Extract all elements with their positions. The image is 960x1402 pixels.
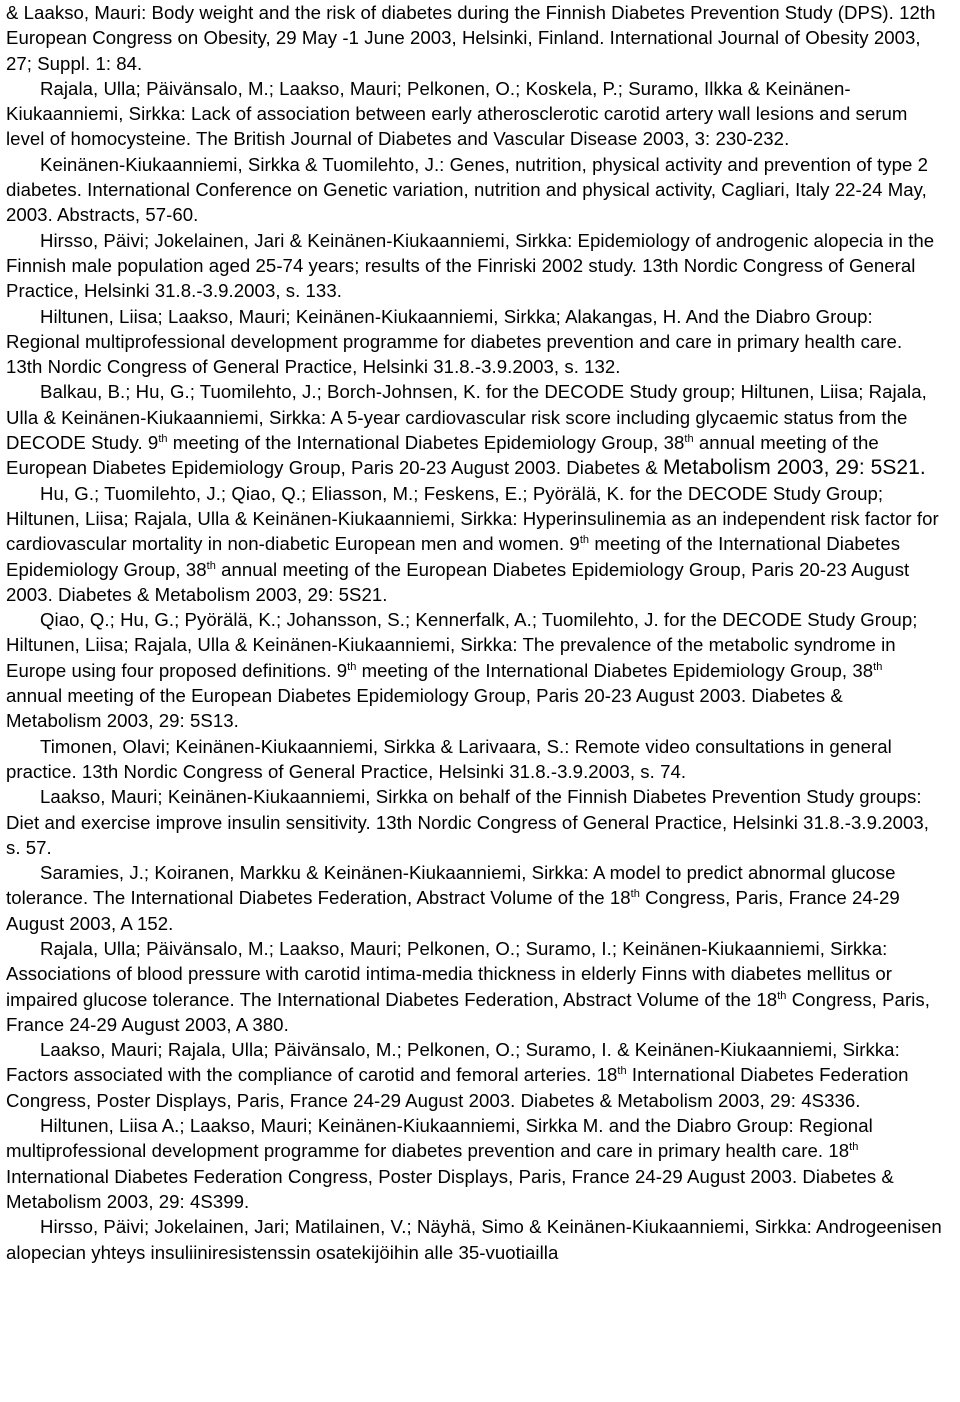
ordinal-superscript: th bbox=[579, 534, 590, 547]
reference-text: Laakso, Mauri; Keinänen-Kiukaanniemi, Sirkka on behalf of the Finnish Diabetes Prevention Study groups: Diet and exercise improve insulin sensitivity. 13th Nordic Congress of General Practice, Helsinki 31.8.-3.9.2003, s. 57. bbox=[6, 786, 930, 858]
reference-entry bbox=[6, 304, 942, 380]
reference-text: & Laakso, Mauri: Body weight and the risk of diabetes during the Finnish Diabetes Prevention Study (DPS). 12th European Congress on Obesity, 29 May -1 June 2003, Helsinki, Finland. International Journal of Obesity 2003, 27; Suppl. 1: 84. bbox=[6, 2, 936, 74]
reference-text: Balkau, B.; Hu, G.; Tuomilehto, J.; Borch-Johnsen, K. for the DECODE Study group; Hiltunen, Liisa; Rajala, Ulla & Keinänen-Kiukaanniemi, Sirkka: A 5-year cardiovascular risk score including glycaemic status from the DECODE Study. 9 bbox=[6, 381, 927, 454]
reference-text: Rajala, Ulla; Päivänsalo, M.; Laakso, Mauri; Pelkonen, O.; Koskela, P.; Suramo, Ilkka & Keinänen-Kiukaanniemi, Sirkka: Lack of association between early atherosclerotic carotid artery wall lesions and serum level of homocysteine. The British Journal of Diabetes and Vascular Disease 2003, 3: 230-232. bbox=[6, 77, 908, 150]
reference-text: Hiltunen, Liisa; Laakso, Mauri; Keinänen-Kiukaanniemi, Sirkka; Alakangas, H. And the Diabro Group: Regional multiprofessional development programme for diabetes prevention and care in primary health care. 13th Nordic Congress of General Practice, Helsinki 31.8.-3.9.2003, s. 132. bbox=[6, 305, 903, 378]
reference-text: meeting of the International Diabetes Epidemiology Group, 38 bbox=[356, 659, 874, 681]
reference-text: annual meeting of the European Diabetes Epidemiology Group, Paris 20-23 August 2003. Diabetes & Metabolism 2003, 29: 5S21. bbox=[6, 558, 910, 605]
ordinal-superscript: th bbox=[849, 1141, 859, 1154]
reference-entry bbox=[6, 784, 942, 860]
reference-text: Rajala, Ulla; Päivänsalo, M.; Laakso, Mauri; Pelkonen, O.; Suramo, I.; Keinänen-Kiukaanniemi, Sirkka: Associations of blood pressure with carotid intima-media thickness in elderly Finns with diabetes mellitus or impaired glucose tolerance. The International Diabetes Federation, Abstract Volume of the 18 bbox=[6, 937, 892, 1010]
reference-entry bbox=[6, 936, 942, 1037]
reference-entry bbox=[6, 0, 942, 76]
reference-text: Qiao, Q.; Hu, G.; Pyörälä, K.; Johansson, S.; Kennerfalk, A.; Tuomilehto, J. for the DECODE Study Group; Hiltunen, Liisa; Rajala, Ulla & Keinänen-Kiukaanniemi, Sirkka: The prevalence of the metabolic syndrome in Europe using four proposed definitions. 9 bbox=[6, 609, 918, 681]
reference-text: Hirsso, Päivi; Jokelainen, Jari; Matilainen, V.; Näyhä, Simo & Keinänen-Kiukaanniemi, Sirkka: Androgeenisen alopecian yhteys insuliiniresistenssin osatekijöihin alle 35-vuotiailla bbox=[6, 1216, 942, 1263]
ordinal-superscript: th bbox=[158, 433, 168, 446]
reference-text: Keinänen-Kiukaanniemi, Sirkka & Tuomilehto, J.: Genes, nutrition, physical activity and prevention of type 2 diabetes. International Conference on Genetic variation, nutrition and physical activity, Cagliari, Italy 22-24 May, 2003. Abstracts, 57-60. bbox=[6, 153, 929, 226]
reference-text: Saramies, J.; Koiranen, Markku & Keinänen-Kiukaanniemi, Sirkka: A model to predict abnormal glucose tolerance. The International Diabetes Federation, Abstract Volume of the 18 bbox=[6, 862, 896, 909]
reference-text: International Diabetes Federation Congress, Poster Displays, Paris, France 24-29 August 2003. Diabetes & Metabolism 2003, 29: 4S336. bbox=[6, 1064, 909, 1111]
reference-entry bbox=[6, 1214, 942, 1265]
reference-entry bbox=[6, 379, 942, 480]
ordinal-superscript: th bbox=[347, 660, 357, 673]
reference-entry bbox=[6, 228, 942, 304]
ordinal-superscript: th bbox=[873, 660, 883, 673]
reference-entry bbox=[6, 607, 942, 733]
reference-entry bbox=[6, 860, 942, 936]
reference-text: Hiltunen, Liisa A.; Laakso, Mauri; Keinänen-Kiukaanniemi, Sirkka M. and the Diabro Group: Regional multiprofessional development programme for diabetes prevention and care in primary health care. 18 bbox=[6, 1115, 873, 1162]
reference-entry bbox=[6, 1113, 942, 1214]
reference-text: Congress, Paris, France 24-29 August 2003, A 152. bbox=[6, 887, 900, 934]
reference-text: Congress, Paris, France 24-29 August 2003, A 380. bbox=[6, 988, 930, 1035]
reference-entry bbox=[6, 481, 942, 607]
ordinal-superscript: th bbox=[630, 888, 640, 901]
ordinal-superscript: th bbox=[206, 559, 216, 572]
ordinal-superscript: th bbox=[684, 433, 694, 446]
reference-text: Hu, G.; Tuomilehto, J.; Qiao, Q.; Eliasson, M.; Feskens, E.; Pyörälä, K. for the DECODE Study Group; Hiltunen, Liisa; Rajala, Ulla & Keinänen-Kiukaanniemi, Sirkka: Hyperinsulinemia as an independent risk factor for cardiovascular mortality in non-diabetic European men and women. 9 bbox=[6, 482, 939, 555]
reference-text: Timonen, Olavi; Keinänen-Kiukaanniemi, Sirkka & Larivaara, S.: Remote video consultations in general practice. 13th Nordic Congress of General Practice, Helsinki 31.8.-3.9.2003, s. 74. bbox=[6, 735, 892, 782]
reference-entry bbox=[6, 1037, 942, 1113]
reference-entry bbox=[6, 152, 942, 228]
reference-text: Hirsso, Päivi; Jokelainen, Jari & Keinänen-Kiukaanniemi, Sirkka: Epidemiology of androgenic alopecia in the Finnish male population aged 25-74 years; results of the Finriski 2002 study. 13th Nordic Congress of General Practice, Helsinki 31.8.-3.9.2003, s. 133. bbox=[6, 229, 935, 302]
ordinal-superscript: th bbox=[777, 989, 787, 1002]
reference-text: meeting of the International Diabetes Epidemiology Group, 38 bbox=[6, 533, 901, 580]
reference-text: meeting of the International Diabetes Epidemiology Group, 38 bbox=[167, 432, 685, 454]
reference-entry bbox=[6, 734, 942, 785]
reference-text: annual meeting of the European Diabetes Epidemiology Group, Paris 20-23 August 2003. Diabetes & Metabolism 2003, 29: 5S13. bbox=[6, 685, 843, 732]
ordinal-superscript: th bbox=[617, 1065, 627, 1078]
reference-text: International Diabetes Federation Congress, Poster Displays, Paris, France 24-29 August 2003. Diabetes & Metabolism 2003, 29: 4S399. bbox=[6, 1165, 894, 1212]
reference-entry bbox=[6, 76, 942, 152]
reference-text: Laakso, Mauri; Rajala, Ulla; Päivänsalo, M.; Pelkonen, O.; Suramo, I. & Keinänen-Kiukaanniemi, Sirkka: Factors associated with the compliance of carotid and femoral arteries. 18 bbox=[6, 1039, 900, 1086]
reference-text: Metabolism 2003, 29: 5S21. bbox=[662, 456, 926, 480]
reference-text: annual meeting of the European Diabetes Epidemiology Group, Paris 20-23 August 2003. Diabetes & bbox=[6, 432, 879, 479]
